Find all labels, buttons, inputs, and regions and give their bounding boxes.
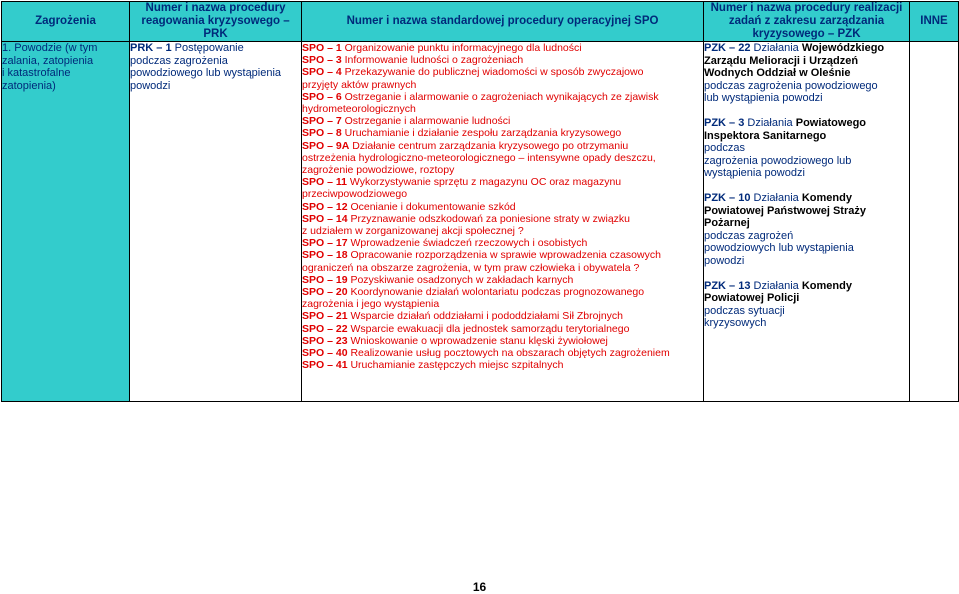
pzk-unit: Pożarnej	[704, 217, 750, 230]
pzk-unit: Powiatowego	[795, 116, 867, 129]
spo-item	[302, 213, 703, 225]
pzk-line	[704, 80, 909, 93]
spo-text: ostrzeżenia hydrologiczno-meteorologicznego – intensywne opady deszczu,	[302, 151, 656, 164]
spo-code: SPO – 1	[302, 42, 342, 54]
header-row	[2, 2, 959, 42]
page-number: 16	[472, 580, 487, 594]
pzk-line	[704, 42, 909, 55]
spo-text: ograniczeń na obszarze zagrożenia, w tym praw człowieka i obywatela ?	[302, 261, 640, 274]
spo-text: Informowanie ludności o zagrożeniach	[344, 54, 524, 67]
spo-item	[302, 66, 703, 78]
spo-text: Wnioskowanie o wprowadzenie stanu klęski żywiołowej	[350, 334, 608, 347]
threat-line: zatopienia)	[2, 79, 56, 92]
pzk-text: Działania	[753, 279, 802, 292]
spo-code: SPO – 9A	[302, 139, 350, 152]
prk-line: powodzi	[130, 79, 171, 92]
pzk-code: PZK – 10	[704, 191, 751, 204]
spo-text: Pozyskiwanie osadzonych w zakładach karnych	[350, 273, 574, 286]
spo-code: SPO – 11	[302, 176, 347, 189]
spo-text: Ostrzeganie i alarmowanie o zagrożeniach wynikających ze zjawisk	[344, 90, 659, 103]
spo-text: przeciwpowodziowego	[302, 188, 408, 201]
spo-code: SPO – 12	[302, 200, 348, 213]
spo-text: Ocenianie i dokumentowanie szkód	[350, 200, 516, 213]
spo-code: SPO – 14	[302, 212, 348, 225]
threat-line: i katastrofalne	[2, 67, 71, 79]
pzk-unit: Zarządu Melioracji i Urządzeń	[704, 54, 859, 67]
table-row	[2, 42, 959, 402]
pzk-text: kryzysowych	[704, 317, 767, 330]
pzk-text: podczas zagrożenia powodziowego	[704, 79, 878, 92]
prk-cell	[130, 42, 302, 402]
spo-text: Przyznawanie odszkodowań za poniesione straty w związku	[350, 212, 631, 225]
spo-item	[302, 298, 703, 310]
pzk-unit: Komendy	[801, 191, 852, 204]
pzk-unit: Wojewódzkiego	[801, 42, 885, 54]
spo-text: zagrożenie powodziowe, roztopy	[302, 164, 455, 177]
spo-item	[302, 79, 703, 91]
pzk-text: Działania	[747, 116, 796, 129]
pzk-line	[704, 167, 909, 180]
spo-code: SPO – 19	[302, 273, 348, 286]
spo-list	[302, 42, 703, 371]
pzk-item	[704, 280, 909, 330]
spo-item	[302, 274, 703, 286]
spo-text: Ostrzeganie i alarmowanie ludności	[344, 115, 511, 128]
pzk-text: Działania	[753, 42, 802, 54]
spo-code: SPO – 6	[302, 90, 342, 103]
threat-line: zalania, zatopienia	[2, 54, 94, 67]
pzk-line	[704, 117, 909, 130]
header-prk: Numer i nazwa procedury reagowania kryzysowego – PRK	[130, 2, 302, 42]
pzk-line	[704, 255, 909, 268]
pzk-list	[704, 42, 909, 330]
spo-text: Organizowanie punktu informacyjnego dla ludności	[344, 42, 582, 54]
pzk-text: zagrożenia powodziowego lub	[704, 154, 852, 167]
spo-item	[302, 249, 703, 261]
spo-code: SPO – 7	[302, 115, 342, 128]
spo-text: Realizowanie usług pocztowych na obszarach objętych zagrożeniem	[350, 347, 670, 360]
other-cell	[910, 42, 959, 402]
pzk-line	[704, 142, 909, 155]
prk-line: podczas zagrożenia	[130, 54, 228, 67]
spo-text: Uruchamianie i działanie zespołu zarządzania kryzysowego	[344, 127, 622, 140]
pzk-line	[704, 92, 909, 105]
pzk-cell	[704, 42, 910, 402]
spo-text: zagrożenia i jego wystąpienia	[302, 298, 440, 311]
pzk-line	[704, 217, 909, 230]
pzk-unit: Inspektora Sanitarnego	[704, 129, 827, 142]
spo-item	[302, 335, 703, 347]
spo-text: przyjęty aktów prawnych	[302, 78, 417, 91]
header-threats: Zagrożenia	[2, 2, 130, 42]
spo-item	[302, 310, 703, 322]
spo-text: z udziałem w zorganizowanej akcji społecznej ?	[302, 225, 524, 238]
spo-item	[302, 237, 703, 249]
spo-item	[302, 140, 703, 152]
spo-code: SPO – 21	[302, 310, 348, 323]
spo-code: SPO – 41	[302, 359, 348, 372]
pzk-line	[704, 192, 909, 205]
pzk-line	[704, 205, 909, 218]
prk-line	[130, 42, 301, 55]
pzk-text: lub wystąpienia powodzi	[704, 92, 823, 105]
pzk-item	[704, 192, 909, 268]
spo-item	[302, 54, 703, 66]
spo-text: Opracowanie rozporządzenia w sprawie wprowadzenia czasowych	[350, 249, 661, 262]
spo-item	[302, 91, 703, 103]
spo-code: SPO – 23	[302, 334, 348, 347]
pzk-line	[704, 317, 909, 330]
spo-item	[302, 225, 703, 237]
spo-item	[302, 359, 703, 371]
pzk-item	[704, 42, 909, 105]
spo-code: SPO – 8	[302, 127, 342, 140]
pzk-unit: Wodnych Oddział w Oleśnie	[704, 67, 851, 80]
pzk-line	[704, 155, 909, 168]
spo-item	[302, 127, 703, 139]
spo-item	[302, 42, 703, 54]
pzk-unit: Powiatowej Państwowej Straży	[704, 204, 866, 217]
spo-item	[302, 262, 703, 274]
pzk-line	[704, 55, 909, 68]
pzk-line	[704, 305, 909, 318]
pzk-text: wystąpienia powodzi	[704, 167, 805, 180]
spo-code: SPO – 18	[302, 249, 348, 262]
pzk-code: PZK – 22	[704, 42, 751, 54]
spo-text: hydrometeorologicznych	[302, 103, 416, 116]
header-pzk: Numer i nazwa procedury realizacji zadań z zakresu zarządzania kryzysowego – PZK	[704, 2, 910, 42]
prk-code: PRK – 1	[130, 42, 172, 54]
header-other: INNE	[910, 2, 959, 42]
spo-code: SPO – 40	[302, 347, 348, 360]
threat-cell	[2, 42, 130, 402]
pzk-line	[704, 130, 909, 143]
spo-item	[302, 164, 703, 176]
spo-text: Działanie centrum zarządzania kryzysowego po otrzymaniu	[352, 139, 629, 152]
pzk-unit: Komendy	[801, 279, 852, 292]
header-spo: Numer i nazwa standardowej procedury operacyjnej SPO	[302, 2, 704, 42]
spo-item	[302, 115, 703, 127]
pzk-text: podczas sytuacji	[704, 304, 785, 317]
spo-item	[302, 201, 703, 213]
pzk-text: Działania	[753, 191, 802, 204]
pzk-line	[704, 292, 909, 305]
pzk-code: PZK – 3	[704, 116, 745, 129]
pzk-code: PZK – 13	[704, 279, 751, 292]
spo-text: Wsparcie ewakuacji dla jednostek samorządu terytorialnego	[350, 322, 630, 335]
spo-item	[302, 188, 703, 200]
prk-text: Postępowanie	[174, 42, 244, 54]
spo-text: Koordynowanie działań wolontariatu podczas prognozowanego	[350, 286, 645, 299]
pzk-text: podczas zagrożeń	[704, 229, 794, 242]
pzk-line	[704, 242, 909, 255]
pzk-item	[704, 117, 909, 180]
pzk-text: podczas	[704, 142, 745, 155]
spo-text: Uruchamianie zastępczych miejsc szpitalnych	[350, 359, 564, 372]
pzk-text: powodzi	[704, 254, 745, 267]
prk-line: powodziowego lub wystąpienia	[130, 67, 282, 79]
spo-text: Wprowadzenie świadczeń rzeczowych i osobistych	[350, 237, 588, 250]
spo-code: SPO – 3	[302, 54, 342, 67]
spo-code: SPO – 20	[302, 286, 348, 299]
spo-code: SPO – 17	[302, 237, 348, 250]
spo-code: SPO – 22	[302, 322, 348, 335]
spo-item	[302, 347, 703, 359]
pzk-line	[704, 230, 909, 243]
pzk-text: powodziowych lub wystąpienia	[704, 242, 854, 255]
procedures-table	[1, 1, 959, 402]
spo-text: Wykorzystywanie sprzętu z magazynu OC oraz magazynu	[349, 176, 622, 189]
threat-line: 1. Powodzie (w tym	[2, 42, 98, 54]
pzk-line	[704, 280, 909, 293]
spo-item	[302, 103, 703, 115]
spo-item	[302, 323, 703, 335]
spo-text: Wsparcie działań oddziałami i pododdziałami Sił Zbrojnych	[350, 310, 623, 323]
spo-item	[302, 176, 703, 188]
pzk-line	[704, 67, 909, 80]
spo-item	[302, 152, 703, 164]
pzk-unit: Powiatowej Policji	[704, 292, 800, 305]
spo-code: SPO – 4	[302, 66, 342, 79]
spo-cell	[302, 42, 704, 402]
spo-item	[302, 286, 703, 298]
spo-text: Przekazywanie do publicznej wiadomości w sposób zwyczajowo	[344, 66, 644, 79]
